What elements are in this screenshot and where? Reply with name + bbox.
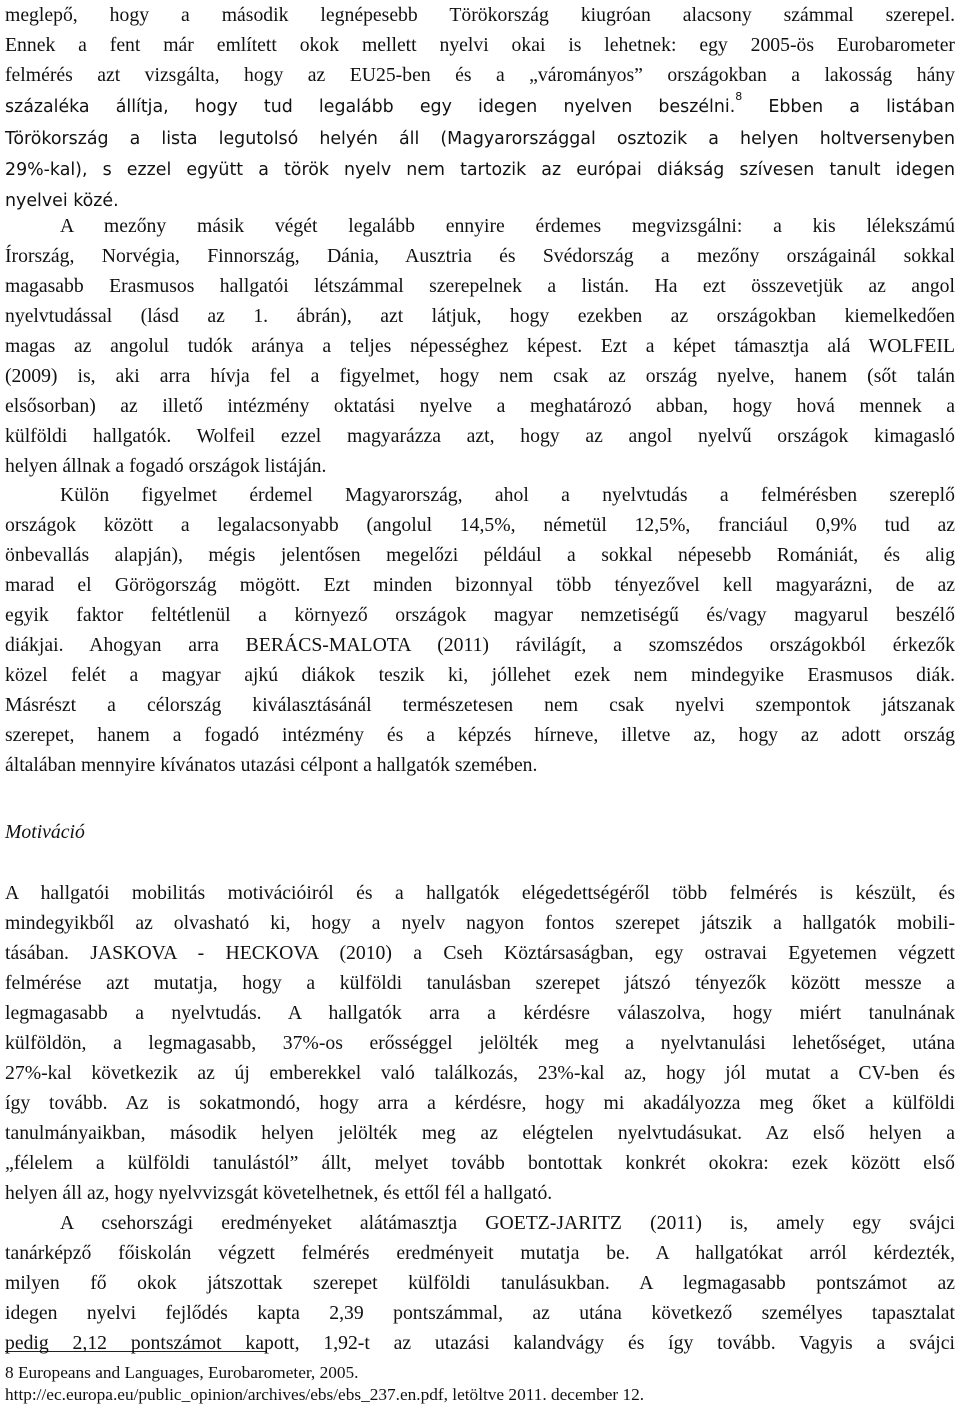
line-text: idegen nyelvi fejlődés kapta 2,39 pontszámmal, az utána következő személyes tapasztalat	[5, 1302, 955, 1324]
line-text: százaléka állítja, hogy tud legalább egy idegen nyelven beszélni.	[5, 97, 736, 117]
footnote: http://ec.europa.eu/public_opinion/archives/ebs/ebs_237.en.pdf, letöltve 2011. december 12.	[5, 1385, 645, 1404]
text-line	[5, 301, 955, 331]
text-line	[5, 570, 955, 600]
line-text: tanulmányaikban, második helyen jelölték meg az elégtelen nyelvtudásukat. Az első helyen a	[5, 1122, 955, 1144]
line-text: diákjai. Ahogyan arra BERÁCS-MALOTA (2011) rávilágít, a szomszédos országokból érkezők	[5, 634, 955, 656]
text-line	[5, 1268, 955, 1298]
line-text: tanárképző főiskolán végzett felmérés eredményeit mutatja be. A hallgatókat arról kérdezték,	[5, 1242, 955, 1264]
line-text: felmérés azt vizsgálta, hogy az EU25-ben és a „várományos” országokban a lakosság hány	[5, 64, 955, 86]
text-line	[5, 331, 955, 361]
line-text: legmagasabb a nyelvtudás. A hallgatók arra a kérdésre válaszolva, hogy miért tanulnának	[5, 1002, 955, 1024]
text-line	[5, 1328, 955, 1358]
line-text: szerepet, hanem a fogadó intézmény és a képzés hírneve, illetve az, hogy az adott ország	[5, 724, 955, 746]
text-line	[5, 750, 955, 780]
line-text: egyik faktor feltétlenül a környező országok magyar nemzetiségű és/vagy magyarul beszélő	[5, 604, 955, 626]
line-text: elsősorban) az illető intézmény oktatási nyelve a meghatározó abban, hogy hová mennek a	[5, 395, 955, 417]
line-text: közel felét a magyar ajkú diákok teszik ki, jóllehet ezek nem mindegyike Erasmusos diák.	[5, 664, 955, 686]
text-line	[5, 60, 955, 90]
line-text: helyen áll az, hogy nyelvvizsgát követelhetnek, és ettől fél a hallgató.	[5, 1182, 553, 1204]
line-text: országok között a legalacsonyabb (angolul 14,5%, németül 12,5%, franciául 0,9% tud az	[5, 514, 955, 536]
text-line	[5, 30, 955, 60]
line-text: meglepő, hogy a második legnépesebb Törökország kiugróan alacsony számmal szerepel.	[5, 4, 955, 26]
text-line	[5, 600, 955, 630]
text-line	[5, 510, 955, 540]
line-text: így tovább. Az is sokatmondó, hogy arra a kérdésre, hogy mi akadályozza meg őket a külföldi	[5, 1092, 955, 1114]
line-text: magas az angolul tudók aránya a teljes népességhez képest. Ezt a képet támasztja alá WOLFEIL	[5, 335, 955, 357]
line-text-continued: Ebben a listában	[742, 97, 955, 117]
text-line	[5, 391, 955, 421]
text-line	[5, 361, 955, 391]
footnote-marker: 8	[735, 90, 743, 103]
text-line	[5, 1058, 955, 1088]
text-line	[5, 1028, 955, 1058]
line-text: Törökország a lista legutolsó helyén áll (Magyarországgal osztozik a helyen holtversenyben	[5, 129, 955, 149]
line-text: marad el Görögország mögött. Ezt minden bizonnyal több tényezővel kell magyarázni, de az	[5, 574, 955, 596]
line-text: Írország, Norvégia, Finnország, Dánia, Ausztria és Svédország a mezőny országainál sokkal	[5, 245, 955, 267]
text-line	[5, 690, 955, 720]
line-text: A mezőny másik végét legalább ennyire érdemes megvizsgálni: a kis lélekszámú	[60, 215, 955, 237]
line-text: helyen állnak a fogadó országok listáján.	[5, 455, 327, 477]
text-line	[5, 660, 955, 690]
line-text: 27%-kal következik az új emberekkel való találkozás, 23%-kal az, hogy jól mutat a CV-ben és	[5, 1062, 955, 1084]
text-line	[5, 1148, 955, 1178]
line-text: általában mennyire kívánatos utazási célpont a hallgatók szemében.	[5, 754, 538, 776]
text-line	[5, 968, 955, 998]
text-line	[5, 0, 955, 30]
text-line	[60, 211, 955, 241]
line-text: külföldi hallgatók. Wolfeil ezzel magyarázza azt, hogy az angol nyelvű országok kimagasló	[5, 425, 955, 447]
text-line	[5, 1088, 955, 1118]
text-line	[5, 155, 955, 185]
line-text: nyelvtudással (lásd az 1. ábrán), azt látjuk, hogy ezekben az országokban kiemelkedően	[5, 305, 955, 327]
line-text: (2009) is, aki arra hívja fel a figyelmet, hogy nem csak az ország nyelve, hanem (sőt talán	[5, 365, 955, 387]
text-line	[5, 878, 955, 908]
text-line	[60, 480, 955, 510]
text-line	[60, 1208, 955, 1238]
text-line	[5, 908, 955, 938]
text-line	[5, 1178, 955, 1208]
text-line	[5, 241, 955, 271]
line-text: 29%-kal), s ezzel együtt a török nyelv nem tartozik az európai diákság szívesen tanult idegen	[5, 160, 955, 180]
line-text: nyelvei közé.	[5, 191, 119, 211]
text-line	[5, 630, 955, 660]
line-text: önbevallás alapján), mégis jelentősen megelőzi például a sokkal népesebb Romániát, és alig	[5, 544, 955, 566]
line-text: felmérése azt mutatja, hogy a külföldi tanulásban szerepet játszó tényezők között messze a	[5, 972, 955, 994]
line-text: Ennek a fent már említett okok mellett nyelvi okai is lehetnek: egy 2005-ös Eurobarometer	[5, 34, 955, 56]
line-text: Másrészt a célország kiválasztásánál természetesen nem csak nyelvi szempontok játszanak	[5, 694, 955, 716]
line-text: tásában. JASKOVA - HECKOVA (2010) a Cseh Köztársaságban, egy ostravai Egyetemen végzett	[5, 942, 955, 964]
text-line	[5, 540, 955, 570]
line-text: A hallgatói mobilitás motivációiról és a hallgatók elégedettségéről több felmérés is készült, és	[5, 882, 955, 904]
line-text: Motiváció	[5, 821, 85, 843]
line-text: mindegyikből az olvasható ki, hogy a nyelv nagyon fontos szerepet játszik a hallgatók mobili-	[5, 912, 955, 934]
text-line	[5, 1238, 955, 1268]
text-line	[5, 271, 955, 301]
footnote: 8 Europeans and Languages, Eurobarometer, 2005.	[5, 1363, 359, 1382]
text-line	[5, 938, 955, 968]
line-text: „félelem a külföldi tanulástól” állt, melyet tovább bontottak konkrét okokra: ezek között első	[5, 1152, 955, 1174]
text-line	[5, 92, 955, 122]
line-text: pedig 2,12 pontszámot kapott, 1,92-t az utazási kalandvágy és így tovább. Vagyis a svájci	[5, 1332, 955, 1354]
text-line	[5, 1298, 955, 1328]
text-line	[5, 998, 955, 1028]
line-text: A csehországi eredményeket alátámasztja GOETZ-JARITZ (2011) is, amely egy svájci	[60, 1212, 955, 1234]
text-line	[5, 1118, 955, 1148]
text-line	[5, 720, 955, 750]
line-text: magasabb Erasmusos hallgatói létszámmal szerepelnek a listán. Ha ezt összevetjük az angol	[5, 275, 955, 297]
line-text: külföldön, a legmagasabb, 37%-os erősséggel jelölték meg a nyelvtanulási lehetőséget, utána	[5, 1032, 955, 1054]
text-line	[5, 421, 955, 451]
line-text: milyen fő okok játszottak szerepet külföldi tanulásukban. A legmagasabb pontszámot az	[5, 1272, 955, 1294]
section-heading	[5, 817, 955, 847]
line-text: Külön figyelmet érdemel Magyarország, ahol a nyelvtudás a felmérésben szereplő	[60, 484, 955, 506]
text-line	[5, 124, 955, 154]
text-line	[5, 451, 955, 481]
